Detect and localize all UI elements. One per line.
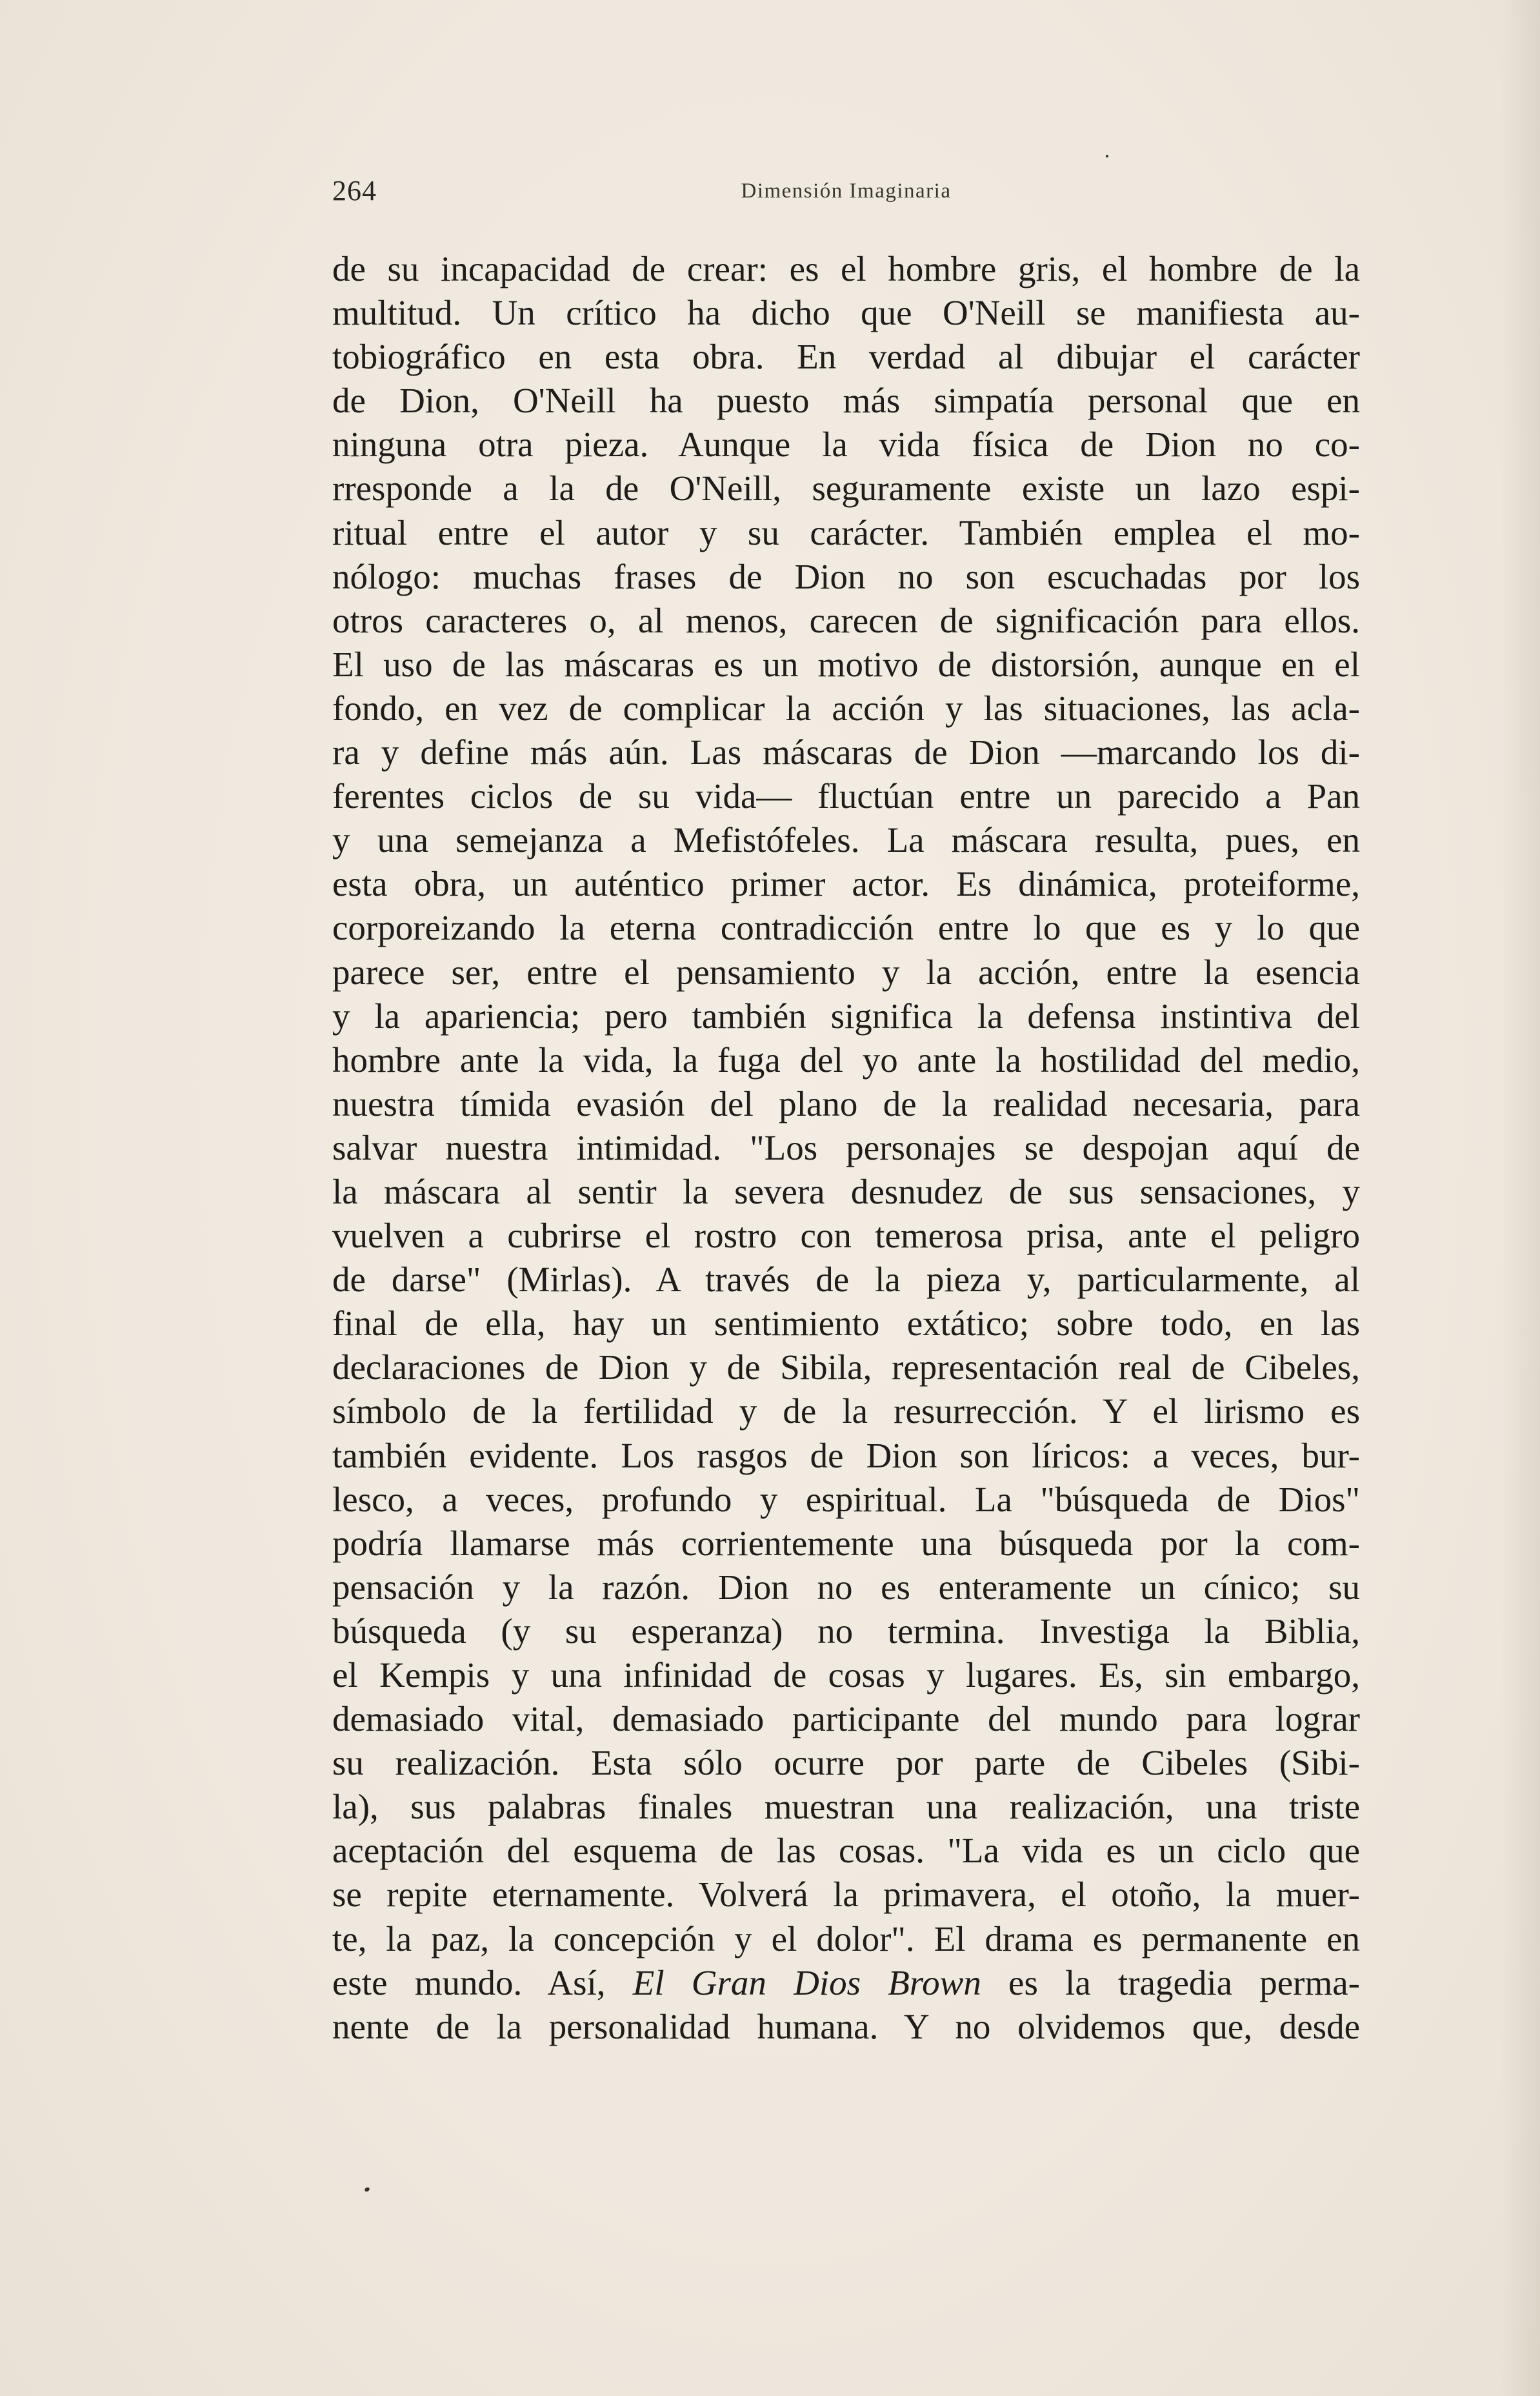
text-segment: vuelven a cubrirse el rostro con temerosa prisa, ante el peligro bbox=[332, 1216, 1360, 1256]
text-line bbox=[332, 1302, 1360, 1345]
text-segment: lesco, a veces, profundo y espiritual. La "búsqueda de Dios" bbox=[332, 1479, 1360, 1519]
text-segment: nuestra tímida evasión del plano de la realidad necesaria, para bbox=[332, 1083, 1360, 1123]
text-segment: este mundo. Así, bbox=[332, 1962, 633, 2002]
text-segment: de darse" (Mirlas). A través de la pieza y, particularmente, al bbox=[332, 1260, 1360, 1300]
text-segment: la), sus palabras finales muestran una realización, una triste bbox=[332, 1787, 1360, 1827]
text-line bbox=[332, 687, 1360, 730]
text-line bbox=[332, 423, 1360, 467]
text-line bbox=[332, 291, 1360, 335]
text-line bbox=[332, 1522, 1360, 1565]
text-segment: búsqueda (y su esperanza) no termina. Investiga la Biblia, bbox=[332, 1611, 1360, 1651]
text-segment: pensación y la razón. Dion no es enteramente un cínico; su bbox=[332, 1567, 1360, 1607]
text-segment: y la apariencia; pero también significa la defensa instintiva del bbox=[332, 996, 1360, 1036]
text-line bbox=[332, 1170, 1360, 1214]
text-line bbox=[332, 1785, 1360, 1829]
text-segment: ferentes ciclos de su vida— fluctúan entre un parecido a Pan bbox=[332, 776, 1360, 816]
text-line bbox=[332, 467, 1360, 510]
text-line bbox=[332, 1653, 1360, 1697]
text-segment: multitud. Un crítico ha dicho que O'Neill se manifiesta au- bbox=[332, 293, 1360, 333]
text-line bbox=[332, 906, 1360, 950]
title-italic: El Gran Dios Brown bbox=[632, 1962, 981, 2002]
text-line bbox=[332, 511, 1360, 555]
text-line bbox=[332, 1609, 1360, 1653]
text-line bbox=[332, 774, 1360, 818]
text-segment: nente de la personalidad humana. Y no olvidemos que, desde bbox=[332, 2006, 1360, 2046]
text-line bbox=[332, 862, 1360, 906]
text-segment: es la tragedia perma- bbox=[981, 1962, 1360, 2002]
text-line bbox=[332, 994, 1360, 1038]
text-line bbox=[332, 1345, 1360, 1389]
text-segment: ritual entre el autor y su carácter. También emplea el mo- bbox=[332, 512, 1360, 552]
text-line bbox=[332, 1961, 1360, 2005]
text-segment: ninguna otra pieza. Aunque la vida física de Dion no co- bbox=[332, 425, 1360, 465]
text-line bbox=[332, 1214, 1360, 1258]
text-line bbox=[332, 951, 1360, 994]
page-edge-shade bbox=[1501, 0, 1540, 2396]
text-segment: otros caracteres o, al menos, carecen de significación para ellos. bbox=[332, 600, 1360, 640]
text-segment: te, la paz, la concepción y el dolor". El drama es permanente en bbox=[332, 1918, 1360, 1958]
text-line bbox=[332, 1697, 1360, 1741]
text-line bbox=[332, 379, 1360, 423]
text-line bbox=[332, 1038, 1360, 1082]
text-segment: aceptación del esquema de las cosas. "La vida es un ciclo que bbox=[332, 1831, 1360, 1871]
text-line bbox=[332, 1873, 1360, 1917]
text-line bbox=[332, 1389, 1360, 1433]
ink-speck bbox=[1105, 154, 1108, 157]
text-segment: nólogo: muchas frases de Dion no son escuchadas por los bbox=[332, 556, 1360, 596]
text-segment: símbolo de la fertilidad y de la resurrección. Y el lirismo es bbox=[332, 1391, 1360, 1431]
text-line bbox=[332, 1917, 1360, 1961]
text-line bbox=[332, 1258, 1360, 1302]
text-line bbox=[332, 1434, 1360, 1478]
text-segment: ra y define más aún. Las máscaras de Dion —marcando los di- bbox=[332, 732, 1360, 772]
text-segment: su realización. Esta sólo ocurre por parte de Cibeles (Sibi- bbox=[332, 1743, 1360, 1783]
text-segment: de Dion, O'Neill ha puesto más simpatía personal que en bbox=[332, 381, 1360, 421]
text-segment: también evidente. Los rasgos de Dion son líricos: a veces, bur- bbox=[332, 1435, 1360, 1475]
text-line bbox=[332, 555, 1360, 599]
ink-speck bbox=[364, 2186, 370, 2192]
text-line bbox=[332, 1565, 1360, 1609]
text-line bbox=[332, 335, 1360, 379]
text-segment: esta obra, un auténtico primer actor. Es dinámica, proteiforme, bbox=[332, 864, 1360, 904]
running-head bbox=[332, 174, 1360, 213]
text-segment: salvar nuestra intimidad. "Los personajes se despojan aquí de bbox=[332, 1127, 1360, 1167]
body-text bbox=[332, 247, 1360, 2086]
text-segment: el Kempis y una infinidad de cosas y lugares. Es, sin embargo, bbox=[332, 1655, 1360, 1695]
text-segment: tobiográfico en esta obra. En verdad al dibujar el carácter bbox=[332, 337, 1360, 377]
text-segment: podría llamarse más corrientemente una búsqueda por la com- bbox=[332, 1523, 1360, 1563]
text-segment: la máscara al sentir la severa desnudez de sus sensaciones, y bbox=[332, 1171, 1360, 1211]
text-segment: hombre ante la vida, la fuga del yo ante la hostilidad del medio, bbox=[332, 1040, 1360, 1080]
text-segment: se repite eternamente. Volverá la primavera, el otoño, la muer- bbox=[332, 1875, 1360, 1915]
text-line bbox=[332, 1829, 1360, 1873]
text-line bbox=[332, 730, 1360, 774]
text-line bbox=[332, 818, 1360, 862]
text-line bbox=[332, 1478, 1360, 1522]
text-segment: de su incapacidad de crear: es el hombre gris, el hombre de la bbox=[332, 249, 1360, 288]
text-line bbox=[332, 2005, 1360, 2049]
text-segment: rresponde a la de O'Neill, seguramente existe un lazo espi- bbox=[332, 468, 1360, 508]
text-segment: y una semejanza a Mefistófeles. La máscara resulta, pues, en bbox=[332, 820, 1360, 860]
text-line bbox=[332, 599, 1360, 643]
text-line bbox=[332, 643, 1360, 687]
text-segment: corporeizando la eterna contradicción entre lo que es y lo que bbox=[332, 908, 1360, 948]
running-title: Dimensión Imaginaria bbox=[741, 179, 952, 203]
text-segment: El uso de las máscaras es un motivo de distorsión, aunque en el bbox=[332, 644, 1360, 684]
text-segment: demasiado vital, demasiado participante del mundo para lograr bbox=[332, 1699, 1360, 1739]
text-line bbox=[332, 1741, 1360, 1785]
page-number: 264 bbox=[332, 175, 377, 206]
text-line bbox=[332, 1126, 1360, 1170]
text-segment: declaraciones de Dion y de Sibila, representación real de Cibeles, bbox=[332, 1347, 1360, 1387]
text-line bbox=[332, 247, 1360, 291]
text-segment: fondo, en vez de complicar la acción y las situaciones, las acla- bbox=[332, 688, 1360, 728]
text-segment: final de ella, hay un sentimiento extático; sobre todo, en las bbox=[332, 1304, 1360, 1344]
text-segment: parece ser, entre el pensamiento y la acción, entre la esencia bbox=[332, 952, 1360, 992]
text-line bbox=[332, 1082, 1360, 1126]
